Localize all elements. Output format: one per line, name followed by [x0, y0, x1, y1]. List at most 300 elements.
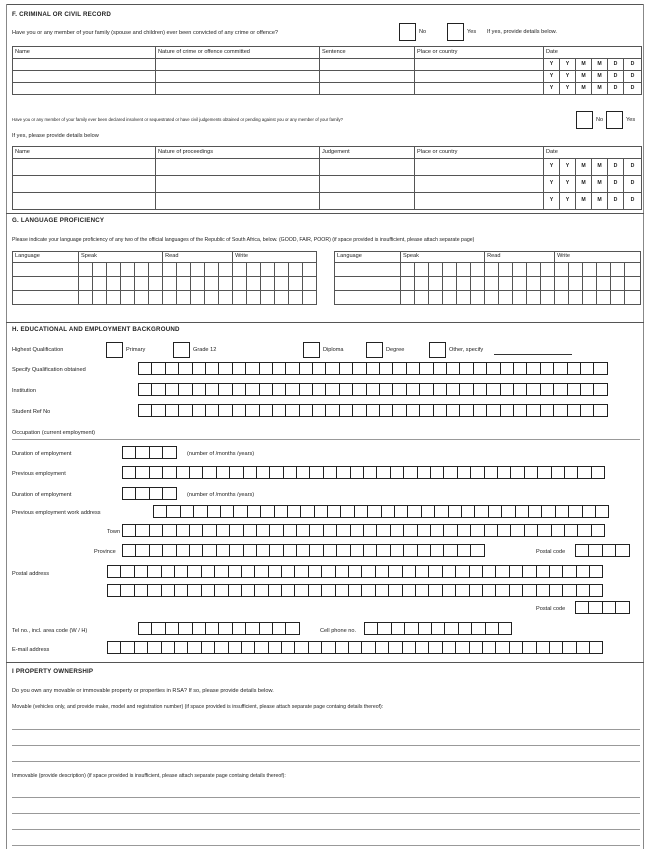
char-cell[interactable] [151, 404, 165, 417]
char-cell[interactable] [588, 544, 602, 557]
postal-code-field-2[interactable] [575, 601, 629, 614]
char-cell[interactable] [513, 362, 527, 375]
char-cell[interactable] [296, 466, 310, 479]
char-cell[interactable] [513, 404, 527, 417]
char-cell[interactable] [470, 524, 484, 537]
immovable-line-4[interactable] [12, 845, 640, 846]
char-cell[interactable] [431, 622, 445, 635]
char-cell[interactable] [205, 404, 219, 417]
char-cell[interactable] [335, 584, 349, 597]
char-cell[interactable] [536, 565, 550, 578]
char-cell[interactable] [272, 383, 286, 396]
char-cell[interactable] [283, 466, 297, 479]
char-cell[interactable] [366, 383, 380, 396]
char-cell[interactable] [216, 544, 230, 557]
insolvency-yes-checkbox[interactable] [606, 111, 623, 129]
char-cell[interactable] [269, 524, 283, 537]
char-cell[interactable] [122, 466, 136, 479]
movable-line-3[interactable] [12, 761, 640, 762]
char-cell[interactable] [576, 565, 590, 578]
char-cell[interactable] [602, 601, 616, 614]
char-cell[interactable] [256, 524, 270, 537]
table-cell[interactable] [335, 277, 401, 291]
char-cell[interactable] [192, 622, 206, 635]
char-cell[interactable] [228, 641, 242, 654]
char-cell[interactable] [524, 524, 538, 537]
char-cell[interactable] [580, 362, 594, 375]
char-cell[interactable] [482, 565, 496, 578]
char-cell[interactable] [376, 544, 390, 557]
char-cell[interactable] [178, 622, 192, 635]
table-cell[interactable] [13, 59, 156, 71]
char-cell[interactable] [500, 404, 514, 417]
char-cell[interactable] [377, 622, 391, 635]
char-cell[interactable] [541, 505, 555, 518]
char-cell[interactable] [375, 584, 389, 597]
char-cell[interactable] [176, 466, 190, 479]
char-cell[interactable] [161, 641, 175, 654]
char-cell[interactable] [335, 641, 349, 654]
char-cell[interactable] [486, 362, 500, 375]
char-cell[interactable] [473, 404, 487, 417]
other-specify-line[interactable] [494, 354, 572, 355]
char-cell[interactable] [232, 622, 246, 635]
table-cell[interactable] [320, 176, 415, 193]
table-cell[interactable] [13, 193, 156, 210]
char-cell[interactable] [381, 505, 395, 518]
char-cell[interactable] [469, 584, 483, 597]
table-cell[interactable] [320, 83, 415, 95]
table-cell[interactable] [320, 193, 415, 210]
char-cell[interactable] [283, 524, 297, 537]
char-cell[interactable] [202, 544, 216, 557]
char-cell[interactable] [392, 362, 406, 375]
char-cell[interactable] [575, 601, 589, 614]
char-cell[interactable] [509, 565, 523, 578]
char-cell[interactable] [379, 362, 393, 375]
char-cell[interactable] [430, 524, 444, 537]
char-cell[interactable] [299, 383, 313, 396]
char-cell[interactable] [392, 404, 406, 417]
table-cell[interactable] [156, 159, 320, 176]
char-cell[interactable] [323, 544, 337, 557]
char-cell[interactable] [473, 362, 487, 375]
char-cell[interactable] [192, 383, 206, 396]
char-cell[interactable] [321, 641, 335, 654]
char-cell[interactable] [434, 505, 448, 518]
char-cell[interactable] [165, 622, 179, 635]
char-cell[interactable] [455, 641, 469, 654]
char-cell[interactable] [216, 524, 230, 537]
char-cell[interactable] [218, 383, 232, 396]
table-cell[interactable] [415, 159, 544, 176]
char-cell[interactable] [364, 622, 378, 635]
char-cell[interactable] [593, 383, 607, 396]
char-cell[interactable] [446, 404, 460, 417]
char-cell[interactable] [593, 362, 607, 375]
char-cell[interactable] [352, 383, 366, 396]
char-cell[interactable] [580, 404, 594, 417]
char-cell[interactable] [473, 383, 487, 396]
char-cell[interactable] [448, 505, 462, 518]
char-cell[interactable] [495, 565, 509, 578]
char-cell[interactable] [245, 383, 259, 396]
char-cell[interactable] [202, 466, 216, 479]
char-cell[interactable] [495, 584, 509, 597]
char-cell[interactable] [260, 505, 274, 518]
char-cell[interactable] [457, 524, 471, 537]
char-cell[interactable] [526, 404, 540, 417]
char-cell[interactable] [568, 505, 582, 518]
char-cell[interactable] [323, 466, 337, 479]
char-cell[interactable] [256, 544, 270, 557]
char-cell[interactable] [229, 524, 243, 537]
char-cell[interactable] [528, 505, 542, 518]
char-cell[interactable] [162, 466, 176, 479]
char-cell[interactable] [134, 584, 148, 597]
char-cell[interactable] [375, 565, 389, 578]
char-cell[interactable] [576, 584, 590, 597]
char-cell[interactable] [575, 544, 589, 557]
char-cell[interactable] [564, 524, 578, 537]
char-cell[interactable] [336, 524, 350, 537]
char-cell[interactable] [232, 362, 246, 375]
char-cell[interactable] [588, 601, 602, 614]
char-cell[interactable] [562, 641, 576, 654]
char-cell[interactable] [455, 565, 469, 578]
char-cell[interactable] [336, 544, 350, 557]
char-cell[interactable] [308, 641, 322, 654]
char-cell[interactable] [241, 641, 255, 654]
char-cell[interactable] [484, 524, 498, 537]
char-cell[interactable] [392, 383, 406, 396]
char-cell[interactable] [187, 641, 201, 654]
char-cell[interactable] [134, 565, 148, 578]
table-cell[interactable] [415, 193, 544, 210]
char-cell[interactable] [178, 362, 192, 375]
char-cell[interactable] [232, 404, 246, 417]
char-cell[interactable] [536, 584, 550, 597]
char-cell[interactable] [402, 565, 416, 578]
char-cell[interactable] [433, 404, 447, 417]
char-cell[interactable] [180, 505, 194, 518]
char-cell[interactable] [187, 584, 201, 597]
char-cell[interactable] [321, 565, 335, 578]
char-cell[interactable] [361, 641, 375, 654]
char-cell[interactable] [582, 505, 596, 518]
char-cell[interactable] [407, 505, 421, 518]
char-cell[interactable] [415, 641, 429, 654]
table-cell[interactable] [335, 263, 401, 277]
char-cell[interactable] [549, 641, 563, 654]
char-cell[interactable] [228, 565, 242, 578]
char-cell[interactable] [526, 362, 540, 375]
char-cell[interactable] [388, 641, 402, 654]
prev-address-field[interactable] [153, 505, 608, 518]
tel-field[interactable] [138, 622, 299, 635]
char-cell[interactable] [138, 404, 152, 417]
char-cell[interactable] [192, 404, 206, 417]
char-cell[interactable] [482, 641, 496, 654]
char-cell[interactable] [107, 641, 121, 654]
char-cell[interactable] [308, 565, 322, 578]
char-cell[interactable] [470, 544, 484, 557]
char-cell[interactable] [391, 622, 405, 635]
char-cell[interactable] [174, 641, 188, 654]
char-cell[interactable] [325, 404, 339, 417]
char-cell[interactable] [232, 383, 246, 396]
char-cell[interactable] [134, 641, 148, 654]
char-cell[interactable] [323, 524, 337, 537]
occupation-line[interactable] [12, 439, 640, 440]
char-cell[interactable] [151, 622, 165, 635]
char-cell[interactable] [268, 641, 282, 654]
char-cell[interactable] [220, 505, 234, 518]
char-cell[interactable] [509, 641, 523, 654]
char-cell[interactable] [564, 466, 578, 479]
char-cell[interactable] [366, 362, 380, 375]
prev-duration-field[interactable] [122, 487, 176, 500]
postal-address-field-2[interactable] [107, 584, 602, 597]
char-cell[interactable] [138, 622, 152, 635]
char-cell[interactable] [294, 641, 308, 654]
char-cell[interactable] [122, 544, 136, 557]
char-cell[interactable] [327, 505, 341, 518]
duration-field[interactable] [122, 446, 176, 459]
grade12-checkbox[interactable] [173, 342, 190, 358]
char-cell[interactable] [269, 466, 283, 479]
char-cell[interactable] [135, 446, 149, 459]
char-cell[interactable] [165, 404, 179, 417]
char-cell[interactable] [524, 466, 538, 479]
char-cell[interactable] [165, 362, 179, 375]
char-cell[interactable] [122, 524, 136, 537]
table-cell[interactable] [156, 83, 320, 95]
char-cell[interactable] [309, 544, 323, 557]
province-field[interactable] [122, 544, 484, 557]
char-cell[interactable] [510, 524, 524, 537]
char-cell[interactable] [459, 383, 473, 396]
char-cell[interactable] [207, 505, 221, 518]
char-cell[interactable] [193, 505, 207, 518]
char-cell[interactable] [162, 544, 176, 557]
char-cell[interactable] [336, 466, 350, 479]
char-cell[interactable] [461, 505, 475, 518]
char-cell[interactable] [259, 622, 273, 635]
table-cell[interactable] [13, 277, 79, 291]
char-cell[interactable] [122, 446, 136, 459]
diploma-checkbox[interactable] [303, 342, 320, 358]
table-cell[interactable] [320, 159, 415, 176]
char-cell[interactable] [522, 584, 536, 597]
char-cell[interactable] [390, 524, 404, 537]
char-cell[interactable] [352, 404, 366, 417]
char-cell[interactable] [120, 641, 134, 654]
char-cell[interactable] [241, 565, 255, 578]
char-cell[interactable] [458, 622, 472, 635]
char-cell[interactable] [363, 524, 377, 537]
char-cell[interactable] [540, 383, 554, 396]
char-cell[interactable] [314, 505, 328, 518]
char-cell[interactable] [259, 362, 273, 375]
char-cell[interactable] [149, 544, 163, 557]
char-cell[interactable] [274, 505, 288, 518]
char-cell[interactable] [201, 584, 215, 597]
char-cell[interactable] [417, 524, 431, 537]
char-cell[interactable] [402, 641, 416, 654]
char-cell[interactable] [509, 584, 523, 597]
immovable-line-2[interactable] [12, 813, 640, 814]
char-cell[interactable] [446, 383, 460, 396]
char-cell[interactable] [339, 362, 353, 375]
previous-employment-field[interactable] [122, 466, 604, 479]
char-cell[interactable] [515, 505, 529, 518]
char-cell[interactable] [165, 383, 179, 396]
char-cell[interactable] [406, 362, 420, 375]
char-cell[interactable] [469, 641, 483, 654]
char-cell[interactable] [419, 362, 433, 375]
char-cell[interactable] [540, 362, 554, 375]
char-cell[interactable] [522, 641, 536, 654]
institution-field[interactable] [138, 383, 607, 396]
char-cell[interactable] [151, 362, 165, 375]
char-cell[interactable] [285, 383, 299, 396]
char-cell[interactable] [602, 544, 616, 557]
cell-field[interactable] [364, 622, 511, 635]
char-cell[interactable] [300, 505, 314, 518]
char-cell[interactable] [285, 362, 299, 375]
char-cell[interactable] [259, 383, 273, 396]
char-cell[interactable] [430, 544, 444, 557]
char-cell[interactable] [537, 524, 551, 537]
char-cell[interactable] [189, 466, 203, 479]
char-cell[interactable] [419, 383, 433, 396]
table-cell[interactable] [156, 176, 320, 193]
char-cell[interactable] [500, 383, 514, 396]
char-cell[interactable] [553, 362, 567, 375]
char-cell[interactable] [162, 446, 176, 459]
char-cell[interactable] [122, 487, 136, 500]
char-cell[interactable] [283, 544, 297, 557]
char-cell[interactable] [269, 544, 283, 557]
char-cell[interactable] [174, 584, 188, 597]
char-cell[interactable] [526, 383, 540, 396]
char-cell[interactable] [166, 505, 180, 518]
char-cell[interactable] [501, 505, 515, 518]
char-cell[interactable] [272, 362, 286, 375]
char-cell[interactable] [484, 466, 498, 479]
char-cell[interactable] [551, 466, 565, 479]
char-cell[interactable] [149, 466, 163, 479]
char-cell[interactable] [470, 466, 484, 479]
primary-checkbox[interactable] [106, 342, 123, 358]
char-cell[interactable] [379, 383, 393, 396]
char-cell[interactable] [321, 584, 335, 597]
criminal-yes-checkbox[interactable] [447, 23, 464, 41]
specify-qualification-field[interactable] [138, 362, 607, 375]
char-cell[interactable] [151, 383, 165, 396]
char-cell[interactable] [549, 584, 563, 597]
char-cell[interactable] [147, 641, 161, 654]
char-cell[interactable] [281, 565, 295, 578]
char-cell[interactable] [229, 466, 243, 479]
town-field[interactable] [122, 524, 604, 537]
table-cell[interactable] [415, 71, 544, 83]
table-cell[interactable] [13, 159, 156, 176]
char-cell[interactable] [243, 544, 257, 557]
char-cell[interactable] [268, 565, 282, 578]
char-cell[interactable] [577, 524, 591, 537]
char-cell[interactable] [591, 466, 605, 479]
char-cell[interactable] [340, 505, 354, 518]
char-cell[interactable] [593, 404, 607, 417]
char-cell[interactable] [135, 466, 149, 479]
char-cell[interactable] [376, 466, 390, 479]
char-cell[interactable] [268, 584, 282, 597]
movable-line-2[interactable] [12, 745, 640, 746]
char-cell[interactable] [245, 404, 259, 417]
degree-checkbox[interactable] [366, 342, 383, 358]
char-cell[interactable] [161, 584, 175, 597]
char-cell[interactable] [589, 565, 603, 578]
char-cell[interactable] [229, 544, 243, 557]
char-cell[interactable] [375, 641, 389, 654]
char-cell[interactable] [147, 565, 161, 578]
table-cell[interactable] [156, 59, 320, 71]
table-cell[interactable] [320, 59, 415, 71]
char-cell[interactable] [403, 466, 417, 479]
char-cell[interactable] [348, 584, 362, 597]
char-cell[interactable] [254, 565, 268, 578]
char-cell[interactable] [444, 622, 458, 635]
char-cell[interactable] [201, 641, 215, 654]
char-cell[interactable] [457, 544, 471, 557]
char-cell[interactable] [457, 466, 471, 479]
char-cell[interactable] [312, 362, 326, 375]
table-cell[interactable] [13, 83, 156, 95]
char-cell[interactable] [161, 565, 175, 578]
char-cell[interactable] [497, 524, 511, 537]
char-cell[interactable] [537, 466, 551, 479]
char-cell[interactable] [589, 641, 603, 654]
table-cell[interactable] [13, 263, 79, 277]
char-cell[interactable] [500, 362, 514, 375]
char-cell[interactable] [243, 466, 257, 479]
char-cell[interactable] [218, 404, 232, 417]
char-cell[interactable] [553, 404, 567, 417]
char-cell[interactable] [135, 487, 149, 500]
char-cell[interactable] [591, 524, 605, 537]
char-cell[interactable] [218, 622, 232, 635]
char-cell[interactable] [187, 565, 201, 578]
char-cell[interactable] [361, 565, 375, 578]
char-cell[interactable] [241, 584, 255, 597]
char-cell[interactable] [419, 404, 433, 417]
char-cell[interactable] [442, 565, 456, 578]
char-cell[interactable] [567, 383, 581, 396]
other-checkbox[interactable] [429, 342, 446, 358]
table-cell[interactable] [415, 176, 544, 193]
char-cell[interactable] [247, 505, 261, 518]
char-cell[interactable] [589, 584, 603, 597]
char-cell[interactable] [577, 466, 591, 479]
char-cell[interactable] [348, 565, 362, 578]
char-cell[interactable] [553, 383, 567, 396]
char-cell[interactable] [394, 505, 408, 518]
movable-line-1[interactable] [12, 729, 640, 730]
char-cell[interactable] [162, 524, 176, 537]
char-cell[interactable] [567, 362, 581, 375]
